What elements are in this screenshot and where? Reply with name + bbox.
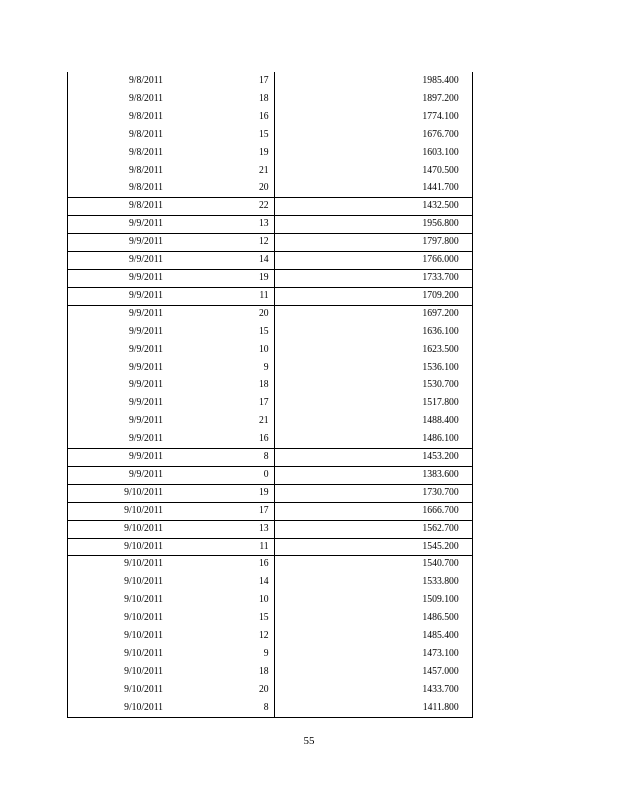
table-row [68,681,472,699]
value-cell: 1540.700 [422,557,459,570]
table-body [68,72,472,717]
number-cell: 11 [259,539,269,552]
number-cell: 21 [258,163,269,176]
date-cell: 9/10/2011 [124,539,164,552]
date-cell: 9/10/2011 [124,664,164,677]
value-cell: 1709.200 [422,288,459,301]
date-cell: 9/10/2011 [124,611,164,624]
value-cell: 1517.800 [422,396,459,409]
value-cell: 1676.700 [422,127,459,140]
table-row [68,573,472,591]
date-cell: 9/10/2011 [124,682,164,695]
value-cell: 1797.800 [422,235,459,248]
table-row [68,394,472,412]
number-cell: 15 [258,611,269,624]
table-row [68,72,472,90]
table-row [68,287,472,305]
table-row [68,341,472,359]
data-table [67,72,473,718]
number-cell: 8 [263,450,269,463]
value-cell: 1956.800 [422,217,459,230]
value-cell: 1536.100 [422,360,459,373]
value-cell: 1766.000 [422,253,459,266]
table-row [68,215,472,233]
number-cell: 22 [258,199,269,212]
number-cell: 19 [258,145,269,158]
date-cell: 9/8/2011 [128,74,164,86]
page-number: 55 [303,735,315,747]
number-cell: 13 [258,217,269,230]
number-cell: 19 [258,270,269,283]
date-cell: 9/10/2011 [124,557,164,570]
table-row [68,591,472,609]
number-cell: 9 [263,647,269,659]
number-cell: 0 [263,467,269,480]
date-cell: 9/10/2011 [124,503,164,516]
table-row [68,645,472,663]
table-row [68,359,472,377]
number-cell: 10 [258,342,269,355]
number-cell: 9 [263,360,269,373]
value-cell: 1457.000 [422,664,459,677]
date-cell: 9/9/2011 [128,342,164,355]
table-row [68,305,472,323]
value-cell: 1530.700 [422,378,459,391]
value-cell: 1488.400 [422,414,459,427]
number-cell: 12 [258,629,269,642]
date-cell: 9/9/2011 [128,235,164,248]
date-cell: 9/10/2011 [124,575,164,588]
table-row [68,502,472,520]
date-cell: 9/9/2011 [128,288,164,301]
table-row [68,269,472,287]
date-cell: 9/8/2011 [128,127,164,140]
number-cell: 18 [258,378,269,391]
value-cell: 1473.100 [422,647,459,659]
number-cell: 16 [258,109,269,122]
number-cell: 13 [258,521,269,534]
number-cell: 10 [258,593,269,606]
number-cell: 18 [258,91,269,104]
date-cell: 9/8/2011 [128,163,164,176]
table-row [68,520,472,538]
table-row [68,663,472,681]
value-cell: 1433.700 [422,682,459,695]
table-row [68,144,472,162]
value-cell: 1485.400 [422,629,459,642]
number-cell: 20 [258,682,269,695]
table-row [68,448,472,466]
number-cell: 15 [258,324,269,337]
date-cell: 9/10/2011 [124,647,164,659]
table-row [68,179,472,197]
value-cell: 1383.600 [422,467,459,480]
value-cell: 1697.200 [422,306,459,319]
value-cell: 1733.700 [422,270,459,283]
number-cell: 17 [258,74,269,86]
table-row [68,197,472,215]
date-cell: 9/10/2011 [124,521,164,534]
table-row [68,627,472,645]
date-cell: 9/9/2011 [128,396,164,409]
table-row [68,376,472,394]
table-row [68,538,472,556]
table-row [68,90,472,108]
value-cell: 1486.500 [422,611,459,624]
value-cell: 1666.700 [422,503,459,516]
table-row [68,126,472,144]
date-cell: 9/9/2011 [128,450,164,463]
date-cell: 9/8/2011 [128,181,164,194]
date-cell: 9/10/2011 [124,700,164,713]
table-row [68,251,472,269]
number-cell: 19 [258,485,269,498]
date-cell: 9/10/2011 [124,593,164,606]
value-cell: 1636.100 [422,324,459,337]
table-row [68,162,472,180]
number-cell: 21 [258,414,269,427]
table-row [68,466,472,484]
date-cell: 9/8/2011 [128,199,164,212]
number-cell: 15 [258,127,269,140]
date-cell: 9/9/2011 [128,253,164,266]
table-row [68,484,472,502]
number-cell: 20 [258,306,269,319]
value-cell: 1533.800 [422,575,459,588]
table-row [68,108,472,126]
number-cell: 8 [263,700,269,713]
number-cell: 14 [258,253,269,266]
value-cell: 1411.800 [422,700,459,713]
value-cell: 1897.200 [422,91,459,104]
number-cell: 14 [258,575,269,588]
date-cell: 9/8/2011 [128,109,164,122]
date-cell: 9/9/2011 [128,324,164,337]
date-cell: 9/9/2011 [128,306,164,319]
value-cell: 1509.100 [422,593,459,606]
table-row [68,412,472,430]
date-cell: 9/9/2011 [128,217,164,230]
value-cell: 1623.500 [422,342,459,355]
table-row [68,699,472,717]
value-cell: 1562.700 [422,521,459,534]
date-cell: 9/9/2011 [128,360,164,373]
number-cell: 16 [258,432,269,445]
date-cell: 9/9/2011 [128,378,164,391]
date-cell: 9/10/2011 [124,485,164,498]
date-cell: 9/9/2011 [128,270,164,283]
number-cell: 17 [258,503,269,516]
date-cell: 9/9/2011 [128,414,164,427]
date-cell: 9/8/2011 [128,145,164,158]
date-cell: 9/8/2011 [128,91,164,104]
number-cell: 20 [258,181,269,194]
table-row [68,233,472,251]
value-cell: 1774.100 [422,109,459,122]
value-cell: 1453.200 [422,450,459,463]
value-cell: 1545.200 [422,539,459,552]
value-cell: 1432.500 [422,199,459,212]
value-cell: 1441.700 [422,181,459,194]
number-cell: 12 [258,235,269,248]
value-cell: 1985.400 [422,74,459,86]
number-cell: 18 [258,664,269,677]
value-cell: 1730.700 [422,485,459,498]
number-cell: 17 [258,396,269,409]
date-cell: 9/9/2011 [128,432,164,445]
date-cell: 9/9/2011 [128,467,164,480]
table-row [68,323,472,341]
date-cell: 9/10/2011 [124,629,164,642]
value-cell: 1486.100 [422,432,459,445]
table-row [68,430,472,448]
value-cell: 1470.500 [422,163,459,176]
number-cell: 16 [258,557,269,570]
number-cell: 11 [259,288,269,301]
value-cell: 1603.100 [422,145,459,158]
table-row [68,609,472,627]
table-row [68,555,472,573]
